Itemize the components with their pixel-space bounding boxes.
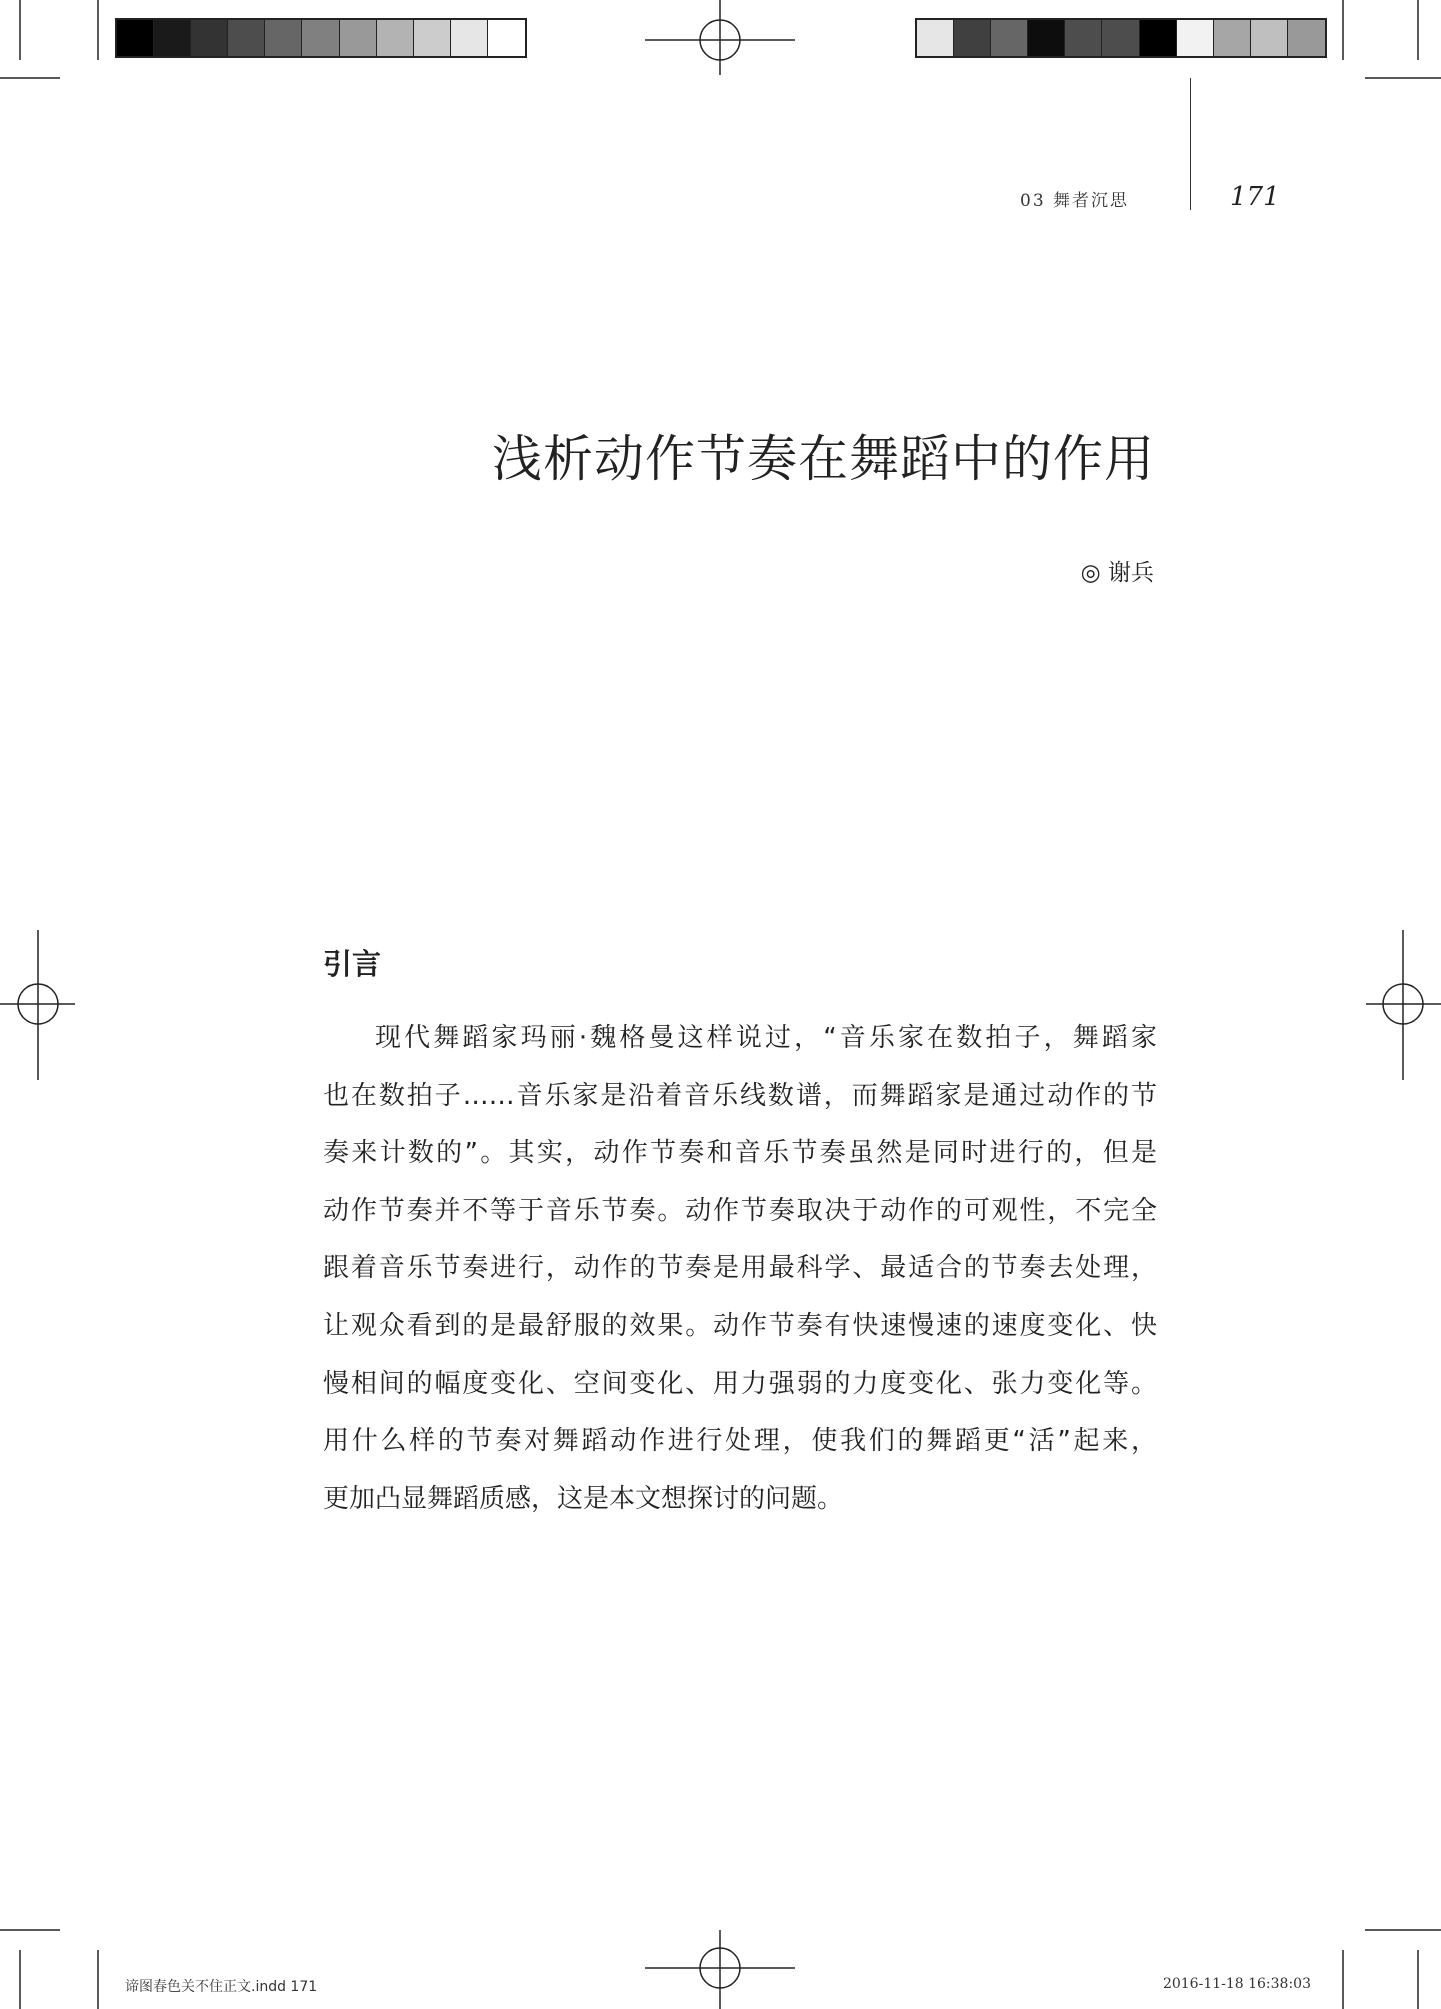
- body-paragraph: [323, 1010, 1157, 1528]
- paragraph-line: 也在数拍子……音乐家是沿着音乐线数谱，而舞蹈家是通过动作的节: [323, 1080, 1157, 1111]
- section-heading: 引言: [323, 947, 382, 981]
- paragraph-line: 奏来计数的”。其实，动作节奏和音乐节奏虽然是同时进行的，但是: [323, 1138, 1157, 1169]
- color-swatch: [1214, 20, 1251, 56]
- color-swatch: [377, 20, 414, 56]
- paragraph-line: 跟着音乐节奏进行，动作的节奏是用最科学、最适合的节奏去处理，: [323, 1253, 1157, 1284]
- footer-file-slug: 谛图春色关不住正文.indd 171: [125, 1979, 318, 1995]
- color-swatch: [1065, 20, 1102, 56]
- header-rule: [1190, 78, 1191, 210]
- paragraph-line: 动作节奏并不等于音乐节奏。动作节奏取决于动作的可观性，不完全: [323, 1195, 1157, 1226]
- article-title: 浅析动作节奏在舞蹈中的作用: [492, 429, 1155, 488]
- article-author: ◎ 谢兵: [1080, 560, 1154, 586]
- color-swatch: [191, 20, 228, 56]
- page-number: 171: [1230, 182, 1280, 212]
- color-swatch: [917, 20, 954, 56]
- color-swatch: [991, 20, 1028, 56]
- color-swatch: [414, 20, 451, 56]
- color-swatch: [954, 20, 991, 56]
- color-swatch: [451, 20, 488, 56]
- color-swatch: [1177, 20, 1214, 56]
- color-swatch: [1251, 20, 1288, 56]
- color-bar-left: [115, 18, 527, 58]
- paragraph-line: 现代舞蹈家玛丽·魏格曼这样说过，“音乐家在数拍子，舞蹈家: [375, 1023, 1157, 1053]
- color-swatch: [302, 20, 339, 56]
- color-swatch: [1288, 20, 1325, 56]
- paragraph-line: 更加凸显舞蹈质感，这是本文想探讨的问题。: [323, 1483, 844, 1514]
- color-swatch: [340, 20, 377, 56]
- color-swatch: [265, 20, 302, 56]
- color-bar-right: [915, 18, 1327, 58]
- color-swatch: [154, 20, 191, 56]
- color-swatch: [117, 20, 154, 56]
- running-header-section: 03 舞者沉思: [1020, 191, 1130, 211]
- footer-timestamp: 2016-11-18 16:38:03: [1162, 1976, 1311, 1992]
- color-swatch: [228, 20, 265, 56]
- paragraph-line: 慢相间的幅度变化、空间变化、用力强弱的力度变化、张力变化等。: [323, 1368, 1157, 1399]
- color-swatch: [1140, 20, 1177, 56]
- color-swatch: [1028, 20, 1065, 56]
- color-swatch: [1102, 20, 1139, 56]
- paragraph-line: 让观众看到的是最舒服的效果。动作节奏有快速慢速的速度变化、快: [323, 1310, 1157, 1341]
- color-swatch: [488, 20, 525, 56]
- paragraph-line: 用什么样的节奏对舞蹈动作进行处理，使我们的舞蹈更“活”起来，: [323, 1426, 1157, 1457]
